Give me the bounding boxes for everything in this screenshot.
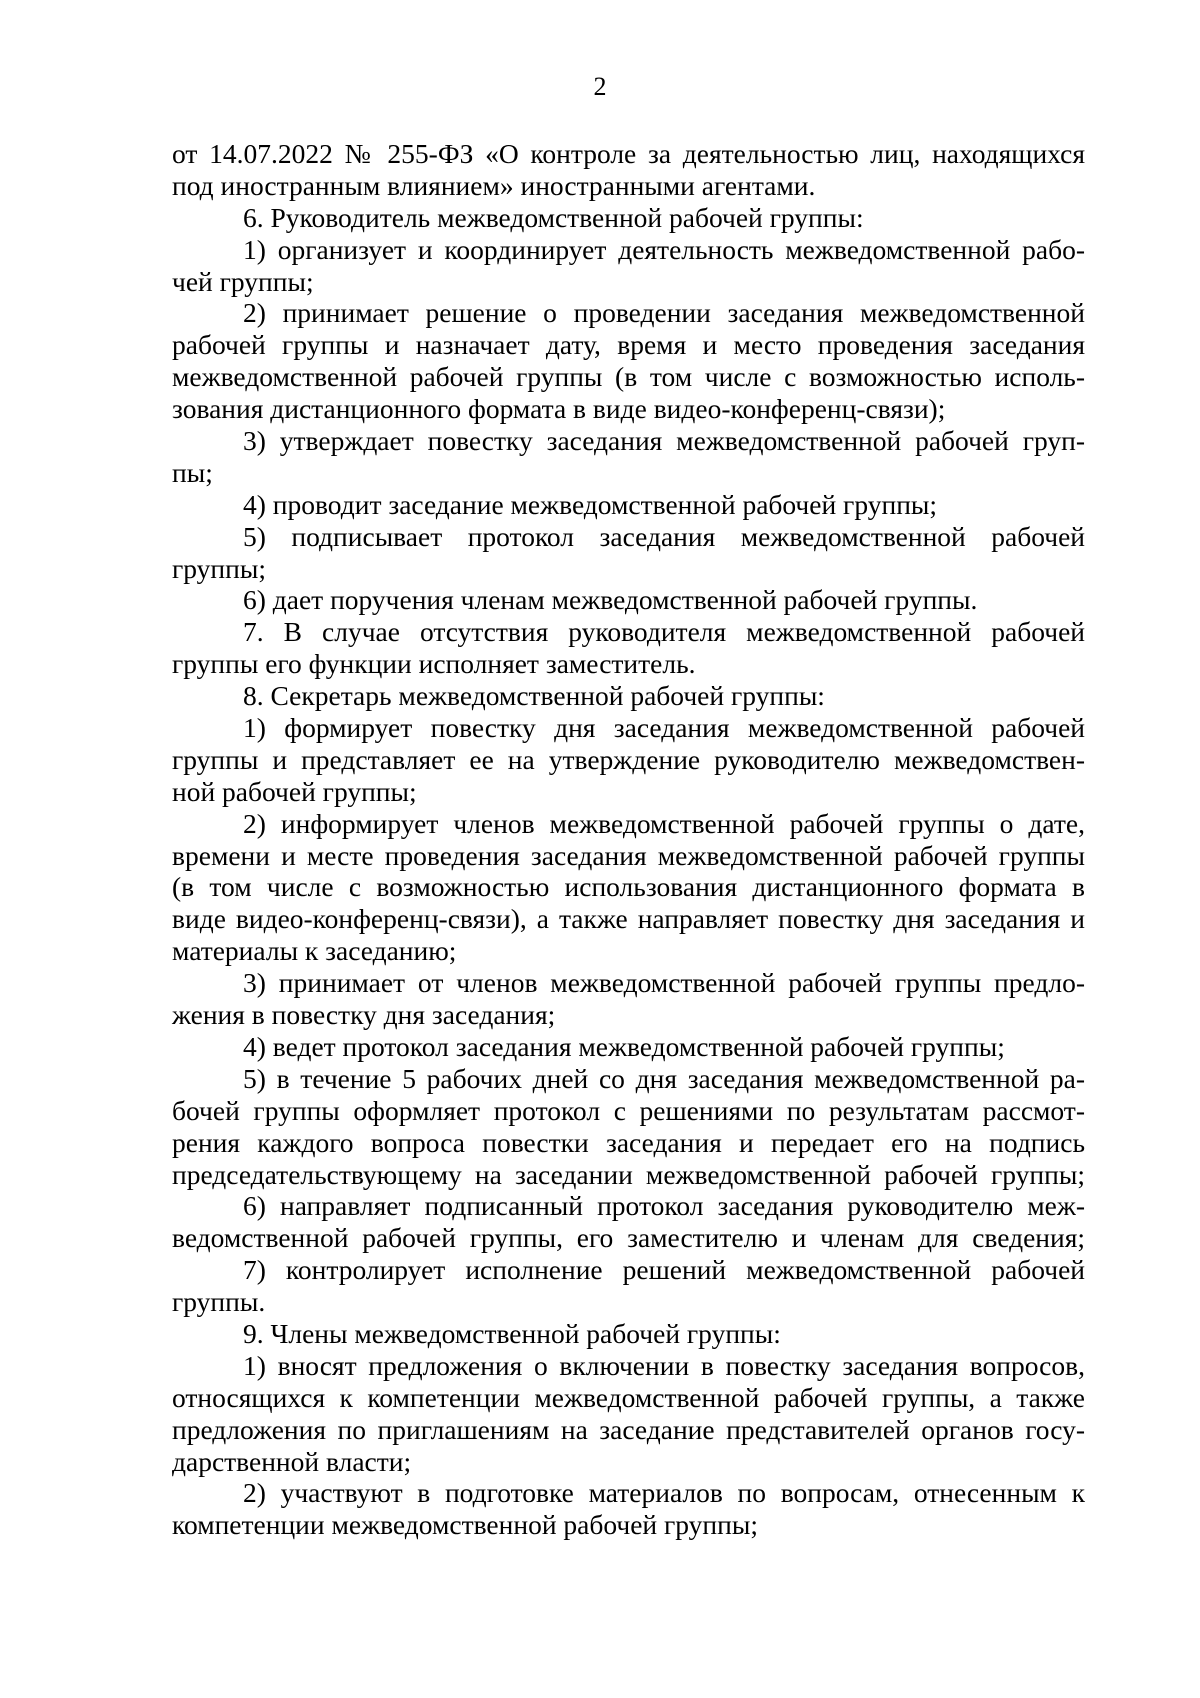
text-line: председательствующему на заседании межведомственной рабочей группы;	[172, 1158, 1085, 1190]
text-line: бочей группы оформляет протокол с решениями по результатам рассмот-	[172, 1094, 1085, 1126]
text-line: жения в повестку дня заседания;	[172, 999, 556, 1031]
text-line: группы.	[172, 1286, 266, 1318]
text-line: 5) подписывает протокол заседания межведомственной рабочей	[243, 520, 1085, 552]
text-line: материалы к заседанию;	[172, 935, 457, 967]
text-line: зования дистанционного формата в виде видео-конференц-связи);	[172, 393, 946, 425]
text-line: дарственной власти;	[172, 1445, 412, 1477]
text-line: межведомственной рабочей группы (в том числе с возможностью исполь-	[172, 361, 1085, 393]
text-line: группы и представляет ее на утверждение руководителю межведомствен-	[172, 743, 1085, 775]
text-line: 6) дает поручения членам межведомственной рабочей группы.	[243, 584, 978, 616]
text-line: 1) организует и координирует деятельность межведомственной рабо-	[243, 233, 1085, 265]
text-line: 3) утверждает повестку заседания межведомственной рабочей груп-	[243, 425, 1085, 457]
text-line: 7) контролирует исполнение решений межведомственной рабочей	[243, 1254, 1085, 1286]
text-line: предложения по приглашениям на заседание представителей органов госу-	[172, 1413, 1085, 1445]
text-line: 4) ведет протокол заседания межведомственной рабочей группы;	[243, 1030, 1005, 1062]
text-line: 1) формирует повестку дня заседания межведомственной рабочей	[243, 712, 1085, 744]
text-line: 5) в течение 5 рабочих дней со дня заседания межведомственной ра-	[243, 1062, 1085, 1094]
text-line: относящихся к компетенции межведомственной рабочей группы, а также	[172, 1381, 1085, 1413]
text-line: под иностранным влиянием» иностранными агентами.	[172, 169, 816, 201]
text-line: 7. В случае отсутствия руководителя межведомственной рабочей	[243, 616, 1085, 648]
document-body	[172, 138, 1085, 1541]
text-line: 8. Секретарь межведомственной рабочей группы:	[243, 680, 825, 712]
text-line: рения каждого вопроса повестки заседания и передает его на подпись	[172, 1126, 1085, 1158]
text-line: ной рабочей группы;	[172, 775, 417, 807]
text-line: 2) информирует членов межведомственной рабочей группы о дате,	[243, 807, 1085, 839]
text-line: пы;	[172, 456, 213, 488]
text-line: 1) вносят предложения о включении в повестку заседания вопросов,	[243, 1349, 1085, 1381]
text-line: виде видео-конференц-связи), а также направляет повестку дня заседания и	[172, 903, 1085, 935]
text-line: рабочей группы и назначает дату, время и место проведения заседания	[172, 329, 1085, 361]
text-line: чей группы;	[172, 265, 314, 297]
text-line: 6) направляет подписанный протокол заседания руководителю меж-	[243, 1190, 1085, 1222]
text-line: ведомственной рабочей группы, его заместителю и членам для сведения;	[172, 1222, 1085, 1254]
text-line: группы;	[172, 552, 266, 584]
text-line: 2) принимает решение о проведении заседания межведомственной	[243, 297, 1085, 329]
page-number: 2	[593, 72, 607, 101]
text-line: времени и месте проведения заседания межведомственной рабочей группы	[172, 839, 1085, 871]
text-line: от 14.07.2022 № 255-ФЗ «О контроле за деятельностью лиц, находящихся	[172, 138, 1085, 169]
text-line: 3) принимает от членов межведомственной рабочей группы предло-	[243, 967, 1085, 999]
text-line: 4) проводит заседание межведомственной рабочей группы;	[243, 488, 938, 520]
text-line: группы его функции исполняет заместитель.	[172, 648, 696, 680]
text-line: 2) участвуют в подготовке материалов по вопросам, отнесенным к	[243, 1477, 1085, 1509]
text-line: компетенции межведомственной рабочей группы;	[172, 1509, 758, 1541]
text-line: 9. Члены межведомственной рабочей группы:	[243, 1317, 781, 1349]
text-line: (в том числе с возможностью использования дистанционного формата в	[172, 871, 1085, 903]
text-line: 6. Руководитель межведомственной рабочей группы:	[243, 201, 864, 233]
